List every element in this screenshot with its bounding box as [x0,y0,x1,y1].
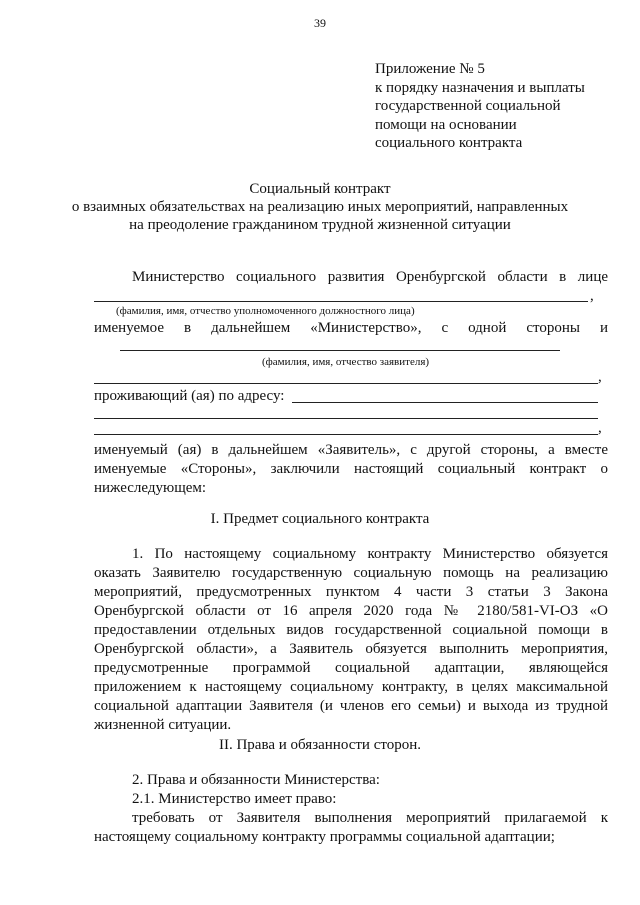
text-line: предоставлении отдельных видов государственной социальной помощи в [94,622,608,638]
comma: , [598,369,602,385]
section-1-paragraph [94,545,608,735]
document-title [0,180,640,234]
text-line: Оренбургской области от 16 апреля 2020 года № 2180/581-VI-ОЗ «О [94,603,608,619]
address-blank-2[interactable] [94,418,598,419]
comma: , [598,420,602,436]
intro-line: Министерство социального развития Оренбургской области в лице [132,269,608,285]
word: и [599,320,608,336]
title-line: о взаимных обязательствах на реализацию иных мероприятий, направленных [71,199,569,215]
appendix-line: Приложение № 5 [375,61,485,77]
appendix-line: помощи на основании [375,116,517,133]
parties-paragraph [94,441,608,498]
text-line: именуемые «Стороны», заключили настоящий социальный контракт о [94,461,608,477]
text-line: оказать Заявителю государственную социальную помощь на реализацию [94,565,608,581]
address-label: проживающий (ая) по адресу: [94,388,285,404]
text-line: приложением к настоящему социальному контракту, в целях максимальной [94,679,608,695]
word: в [183,320,192,336]
text-line: Оренбургской области», а Заявитель обязуется выполнить мероприятия, [94,641,608,657]
section-1-heading: I. Предмет социального контракта [210,511,430,527]
named-line [94,319,608,338]
section-2-paragraph [94,809,608,847]
text-line: требовать от Заявителя выполнения мероприятий прилагаемой к [132,810,608,826]
applicant-blank-2[interactable] [94,383,598,384]
word: стороны [526,320,580,336]
title-line: Социальный контракт [249,181,391,197]
caption-official: (фамилия, имя, отчество уполномоченного должностного лица) [116,305,415,317]
text-line: мероприятий, предусмотренных пунктом 4 части 3 статьи 3 Закона [94,584,608,600]
appendix-line: к порядку назначения и выплаты [375,79,585,96]
text-line: именуемый (ая) в дальнейшем «Заявитель», с другой стороны, а вместе [94,442,608,458]
item-2-1: 2.1. Министерство имеет право: [132,791,337,807]
text-line: настоящему социальному контракту программы социальной адаптации; [94,829,555,845]
page-number: 39 [314,16,326,30]
text-line: предусмотренные программой социальной адаптации, являющейся [94,660,608,676]
item-2: 2. Права и обязанности Министерства: [132,772,380,788]
caption-applicant: (фамилия, имя, отчество заявителя) [262,356,430,368]
text-line: жизненной ситуации. [94,717,232,733]
word: с [441,320,449,336]
title-line: на преодоление гражданином трудной жизненной ситуации [129,217,511,233]
address-blank-1[interactable] [292,402,598,403]
word: «Министерство», [310,320,422,336]
text-line: социальной адаптации Заявителя (и членов его семьи) и выхода из трудной [94,698,608,714]
appendix-line: государственной социальной [375,98,561,114]
word: одной [468,320,507,336]
section-2-heading: II. Права и обязанности сторон. [218,737,421,753]
word: дальнейшем [211,320,291,336]
word: именуемое [94,320,164,336]
official-name-blank[interactable] [94,301,588,302]
applicant-name-blank[interactable] [120,350,560,351]
appendix-line: социального контракта [375,135,523,151]
text-line: нижеследующем: [94,480,207,496]
appendix-block [375,60,585,153]
text-line: 1. По настоящему социальному контракту Министерство обязуется [132,546,608,562]
comma: , [590,288,594,304]
address-blank-3[interactable] [94,434,598,435]
